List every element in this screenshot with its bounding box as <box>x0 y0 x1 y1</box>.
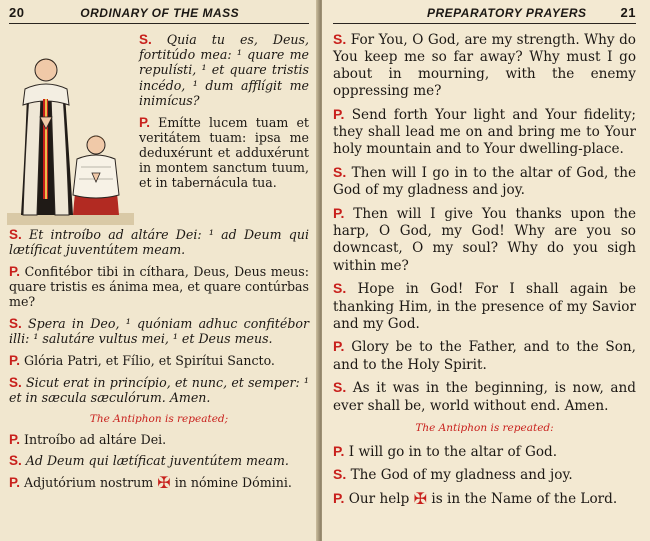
speaker-label: S. <box>9 316 22 332</box>
verse-text: in nómine Dómini. <box>174 475 292 491</box>
verse-block <box>333 31 636 100</box>
verse-text: Ad Deum qui lætíficat juventútem meam. <box>25 453 289 469</box>
altar-boy-figure <box>73 136 119 215</box>
speaker-label: S. <box>9 374 22 390</box>
verse-block <box>333 280 636 332</box>
speaker-label: P. <box>333 442 345 459</box>
verse-block <box>9 316 309 346</box>
verse-text: The God of my gladness and joy. <box>350 467 573 484</box>
verse-block <box>333 164 636 199</box>
verse-block <box>9 432 309 447</box>
speaker-label: P. <box>9 352 21 368</box>
verse-text: is in the Name of the Lord. <box>431 491 618 508</box>
verse-block <box>9 227 309 257</box>
speaker-label: S. <box>9 453 22 469</box>
red-cross-icon: ✠ <box>157 473 171 493</box>
speaker-label: S. <box>333 31 347 47</box>
verse-text: Confitébor tibi in cíthara, Deus, Deus meus: quare tristis es ánima mea, et quare contúrbas me? <box>9 263 309 310</box>
speaker-label: S. <box>333 280 347 297</box>
verse-text: For You, O God, are my strength. Why do You keep me so far away? Why must I go about in mourning, with the enemy oppressing me? <box>333 32 636 100</box>
verse-text: Adjutórium nostrum <box>24 475 154 491</box>
verse-block <box>9 375 309 405</box>
verse-text: I will go in to the altar of God. <box>348 443 558 460</box>
verse-text: Send forth Your light and Your fidelity; they shall lead me on and bring me to Your holy mountain and to Your dwelling-place. <box>333 107 636 158</box>
speaker-label: S. <box>333 466 347 483</box>
verse-text: Hope in God! For I shall again be thanking Him, in the presence of my Savior and my God. <box>333 281 637 332</box>
verse-text: Glória Patri, et Fílio, et Spirítui Sancto. <box>24 352 275 368</box>
verse-block <box>333 443 636 461</box>
speaker-label: S. <box>333 164 347 181</box>
verse-text: Then will I give You thanks upon the harp, O God, my God! Why are you so downcast, O my soul? Why do you sigh within me? <box>333 206 636 274</box>
rubric-antiphon: The Antiphon is repeated: <box>415 422 554 435</box>
verse-block <box>9 453 309 468</box>
speaker-label: P. <box>9 263 21 279</box>
right-page-number: 21 <box>620 5 636 20</box>
speaker-label: S. <box>139 32 152 47</box>
verse-block <box>333 338 636 373</box>
red-cross-icon: ✠ <box>413 489 428 509</box>
verse-block <box>333 466 636 484</box>
verse-block <box>9 473 309 493</box>
speaker-label: P. <box>333 106 345 123</box>
speaker-label: P. <box>333 490 345 507</box>
priest-figure <box>21 59 73 215</box>
verse-text: Quia tu es, Deus, fortitúdo mea: ¹ quare me repulísti, ¹ et quare tristis incédo, ¹ dum afflígit me inimícus? <box>139 32 309 108</box>
verse-text: Then will I go in to the altar of God, the God of my gladness and joy. <box>333 165 637 199</box>
left-running-head: ORDINARY OF THE MASS <box>80 6 240 20</box>
priest-and-altar-boy-illustration <box>7 33 134 225</box>
speaker-label: S. <box>9 227 22 242</box>
speaker-label: P. <box>333 205 345 222</box>
right-page-header <box>333 5 636 24</box>
verse-block <box>333 205 636 274</box>
verse-block <box>333 490 636 508</box>
verse-text: Spera in Deo, ¹ quóniam adhuc confitébor illi: ¹ salutáre vultus mei, ¹ et Deus meus. <box>9 316 309 347</box>
verse-text: Emítte lucem tuam et veritátem tuam: ipsa me deduxérunt et adduxérunt in montem sanctum tuum, et in tabernácula tua. <box>139 114 309 191</box>
verse-block <box>9 264 309 310</box>
verse-block <box>333 106 636 158</box>
left-page-number: 20 <box>9 5 25 20</box>
verse-block <box>333 379 636 414</box>
speaker-label: P. <box>333 338 345 355</box>
verse-text: Sicut erat in princípio, et nunc, et semper: ¹ et in sæcula sæculórum. Amen. <box>9 374 309 405</box>
rubric-antiphon: The Antiphon is repeated; <box>89 412 229 425</box>
right-english-text <box>333 31 636 508</box>
speaker-label: P. <box>9 431 21 447</box>
verse-text: As it was in the beginning, is now, and ever shall be, world without end. Amen. <box>333 380 636 414</box>
verse-text: Introíbo ad altáre Dei. <box>24 431 167 447</box>
speaker-label: S. <box>333 379 347 396</box>
verse-text: Our help <box>348 491 410 508</box>
verse-text: Glory be to the Father, and to the Son, and to the Holy Spirit. <box>333 339 636 373</box>
verse-text: Et introíbo ad altáre Dei: ¹ ad Deum qui lætíficat juventútem meam. <box>9 227 309 258</box>
speaker-label: P. <box>9 475 21 491</box>
speaker-label: P. <box>139 114 151 130</box>
right-page <box>322 0 650 541</box>
verse-block <box>9 353 309 368</box>
left-page-header <box>9 5 309 24</box>
right-running-head: PREPARATORY PRAYERS <box>426 6 587 20</box>
left-page <box>0 0 319 541</box>
